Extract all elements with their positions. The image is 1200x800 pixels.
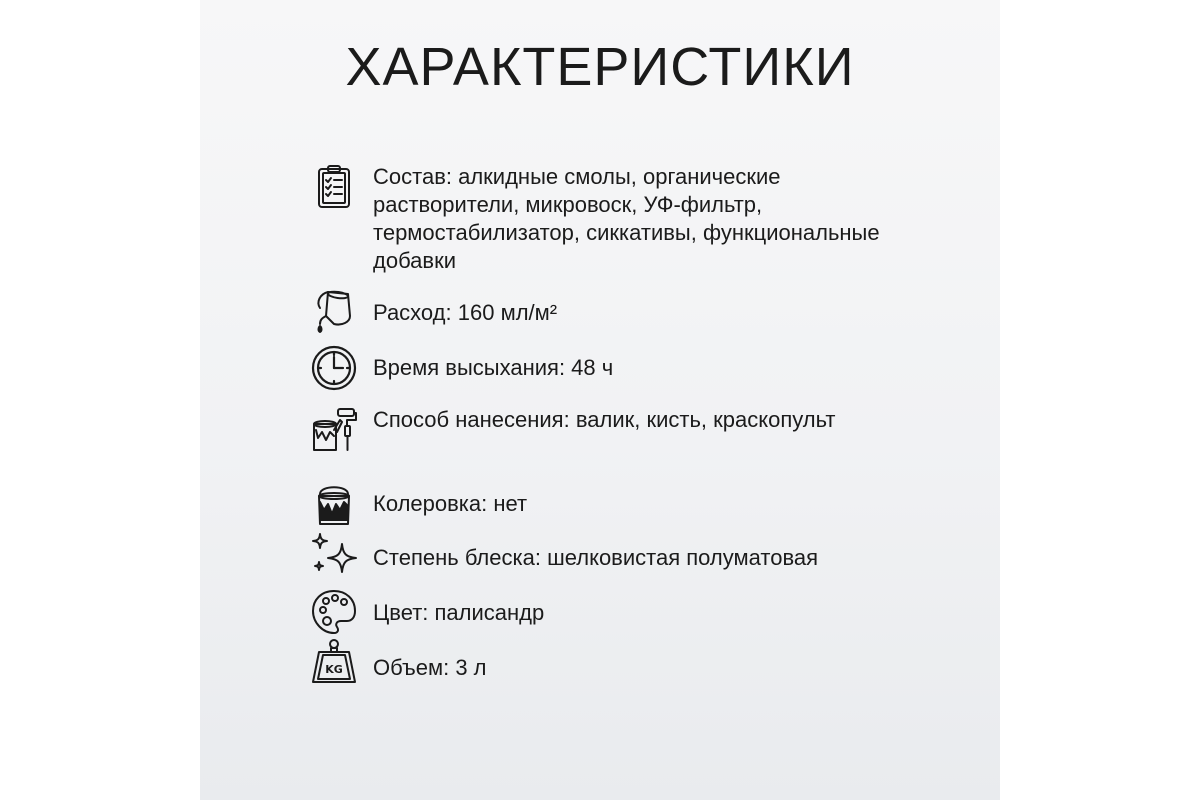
paint-can-icon (310, 480, 358, 528)
page-title: ХАРАКТЕРИСТИКИ (345, 37, 855, 97)
paint-bucket-pour-icon (310, 286, 358, 334)
clock-icon (310, 344, 358, 392)
svg-text:KG: KG (325, 663, 343, 676)
feature-text: Состав: алкидные смолы, органические растворители, микровоск, УФ-фильтр, термостабилизатор, сиккативы, функциональные добавки (373, 164, 880, 273)
sparkles-icon (310, 532, 358, 580)
feature-text: Время высыхания: 48 ч (373, 355, 614, 380)
characteristics-panel (200, 0, 1000, 800)
palette-icon (310, 588, 358, 636)
feature-text: Расход: 160 мл/м² (373, 300, 558, 325)
feature-text: Цвет: палисандр (373, 600, 545, 625)
clipboard-checklist-icon (310, 163, 358, 211)
paint-can-roller-brush-icon (310, 406, 358, 454)
feature-text: Степень блеска: шелковистая полуматовая (373, 545, 819, 570)
feature-text: Объем: 3 л (373, 655, 487, 680)
feature-text: Колеровка: нет (373, 491, 528, 516)
weight-kg-icon (310, 638, 358, 686)
feature-text: Способ нанесения: валик, кисть, краскопульт (373, 407, 836, 432)
